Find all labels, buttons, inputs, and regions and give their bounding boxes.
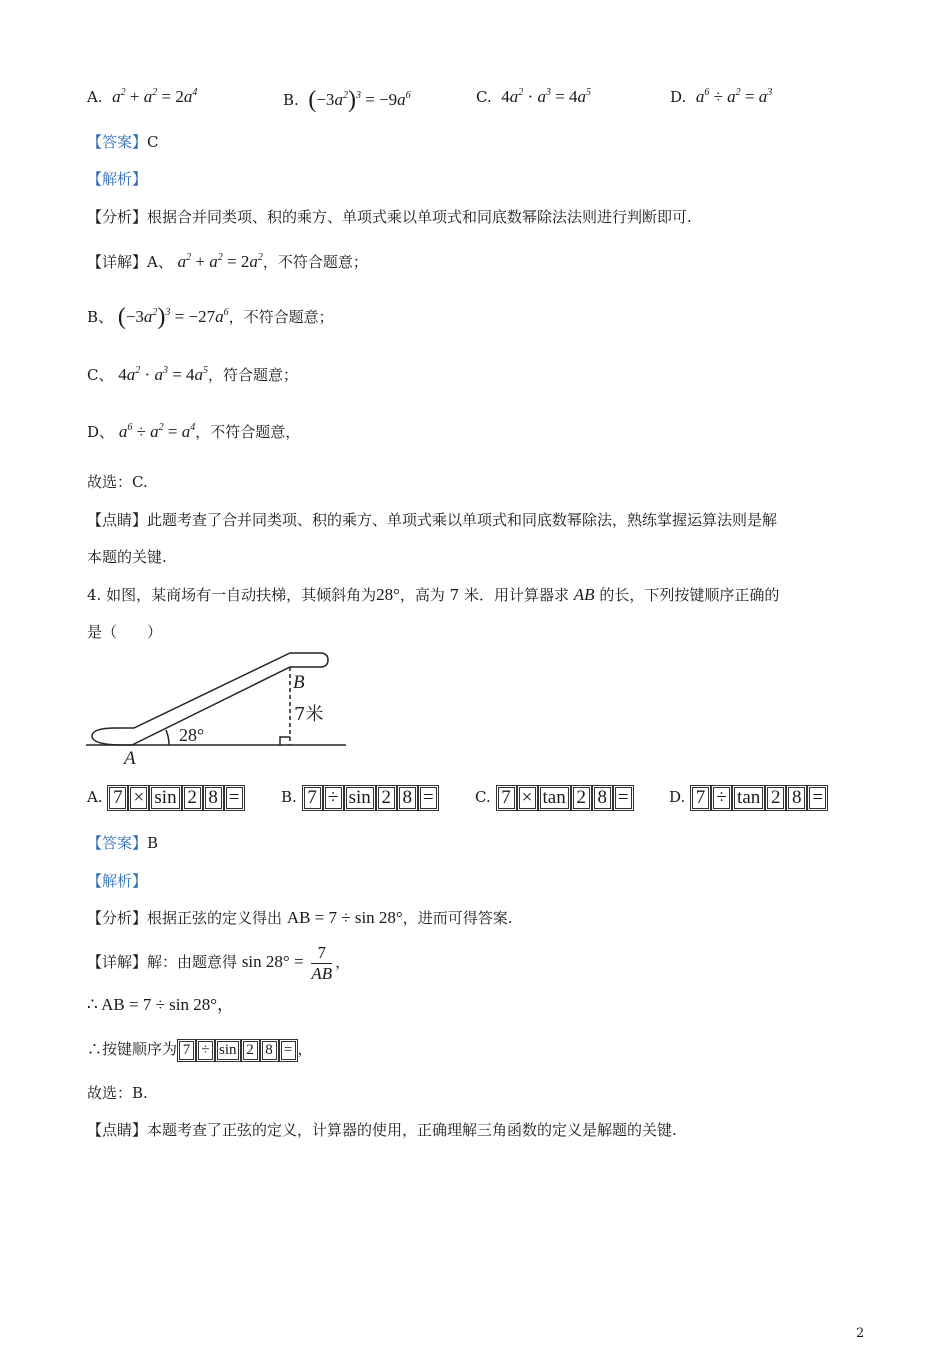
fenxi-tag: 【分析】 — [87, 208, 148, 226]
math-expression: $a^2 + a^2 = 2a^4$ — [112, 87, 198, 106]
fenxi-text: ，进而可得答案. — [402, 909, 513, 927]
comment-text: 此题考查了合并同类项、积的乘方、单项式乘以单项式和同底数幂除法，熟练掌握运算法则是解 — [147, 511, 778, 529]
key-tan: tan — [540, 787, 569, 809]
angle-arc — [166, 730, 169, 745]
key-2: 2 — [378, 787, 395, 809]
q3-detail-a — [87, 251, 368, 273]
key-2: 2 — [243, 1041, 258, 1060]
label-b: B — [293, 672, 305, 693]
key-divide: ÷ — [325, 787, 342, 809]
math-expression: $(-3a^2)^3 = -9a^6$ — [308, 87, 411, 113]
answer-tag: 【答案】 — [87, 133, 148, 151]
verdict: ，不符合题意， — [195, 423, 301, 441]
comment-tag: 【点睛】 — [87, 511, 148, 529]
key-8: 8 — [594, 787, 611, 809]
key-sin: sin — [151, 787, 179, 809]
escalator-figure — [84, 648, 354, 770]
detail-prefix: B、 — [87, 308, 114, 326]
q4-answer — [87, 832, 158, 854]
detail-tag: 【详解】 — [87, 253, 148, 271]
q4-option-a — [87, 787, 245, 809]
comment-text: 本题考查了正弦的定义，计算器的使用，正确理解三角函数的定义是解题的关键. — [147, 1121, 677, 1139]
q3-analysis-tag: 【解析】 — [87, 170, 148, 188]
key-7: 7 — [692, 787, 709, 809]
key-equals: = — [226, 787, 243, 809]
q3-detail-d — [87, 421, 300, 443]
stem-text: ，高为 7 米．用计算器求 — [399, 586, 569, 604]
punctuation: ， — [335, 953, 351, 971]
angle-value: 28° — [376, 585, 400, 604]
key-2: 2 — [767, 787, 784, 809]
detail-prefix: D、 — [87, 423, 115, 441]
key-divide: ÷ — [198, 1041, 213, 1060]
key-8: 8 — [262, 1041, 277, 1060]
q3-option-b — [283, 87, 411, 114]
key-8: 8 — [399, 787, 416, 809]
q3-answer — [87, 131, 159, 153]
verdict: ，符合题意； — [208, 366, 299, 384]
q4-stem-line1 — [87, 584, 779, 606]
q3-option-d — [670, 87, 772, 107]
right-angle-mark — [280, 737, 290, 745]
option-label: B. — [281, 788, 297, 806]
key-8: 8 — [788, 787, 805, 809]
fenxi-text: 根据正弦的定义得出 — [147, 909, 283, 927]
q4-option-c — [475, 787, 634, 809]
q4-fenxi — [87, 907, 513, 929]
key-sin: sin — [346, 787, 374, 809]
key-equals: = — [281, 1041, 296, 1060]
key-equals: = — [809, 787, 826, 809]
fraction-denominator: AB — [311, 963, 333, 983]
q3-option-a — [87, 87, 197, 107]
comment-tag: 【点睛】 — [87, 1121, 148, 1139]
q3-detail-b — [87, 306, 334, 328]
math-expression: $4a^2 \cdot a^3 = 4a^5$ — [501, 87, 592, 106]
math-expression: $a^2 + a^2 = 2a^2$ — [177, 252, 263, 271]
q4-option-d — [669, 787, 828, 809]
math-expression: AB = 7 ÷ sin 28° — [286, 908, 403, 927]
q3-fenxi — [87, 206, 692, 228]
key-7: 7 — [304, 787, 321, 809]
option-label: C. — [476, 88, 492, 106]
math-expression: $(-3a^2)^3 = -27a^6$ — [117, 304, 229, 330]
option-label: D. — [669, 788, 686, 806]
key-7: 7 — [109, 787, 126, 809]
label-a: A — [124, 748, 136, 769]
punctuation: ， — [297, 1040, 313, 1058]
detail-prefix: A、 — [147, 253, 173, 271]
key-8: 8 — [205, 787, 222, 809]
q3-detail-c — [87, 364, 298, 386]
q4-choose: 故选：B. — [87, 1084, 148, 1102]
option-label: A. — [87, 88, 103, 106]
stem-text: 的长，下列按键顺序正确的 — [599, 586, 780, 604]
key-7: 7 — [179, 1041, 194, 1060]
option-label: B. — [283, 91, 299, 109]
page-number: 2 — [856, 1326, 865, 1341]
key-times: × — [519, 787, 536, 809]
verdict: ，不符合题意； — [262, 253, 368, 271]
fenxi-text: 根据合并同类项、积的乘方、单项式乘以单项式和同底数幂除法法则进行判断即可. — [147, 208, 692, 226]
q3-comment-line2: 本题的关键. — [87, 548, 167, 566]
label-height: 7米 — [294, 704, 324, 725]
key-times: × — [130, 787, 147, 809]
math-expression: sin 28° = — [241, 952, 304, 971]
answer-value: C — [147, 133, 159, 151]
detail-text: ∴按键顺序为 — [87, 1040, 178, 1058]
answer-tag: 【答案】 — [87, 834, 148, 852]
fraction-numerator: 7 — [311, 943, 332, 964]
q4-therefore-1 — [87, 994, 234, 1016]
stem-text: 4. 如图，某商场有一自动扶梯，其倾斜角为 — [87, 586, 377, 604]
q4-analysis-tag: 【解析】 — [87, 872, 148, 890]
detail-tag: 【详解】 — [87, 953, 148, 971]
q4-detail — [87, 940, 350, 984]
q4-option-b — [281, 787, 439, 809]
q4-stem-line2: 是（ ） — [87, 623, 163, 641]
key-7: 7 — [498, 787, 515, 809]
option-label: A. — [87, 788, 103, 806]
key-divide: ÷ — [713, 787, 730, 809]
key-equals: = — [615, 787, 632, 809]
q4-comment — [87, 1119, 677, 1141]
q3-choose: 故选：C. — [87, 473, 148, 491]
detail-prefix: C、 — [87, 366, 114, 384]
key-2: 2 — [573, 787, 590, 809]
key-2: 2 — [184, 787, 201, 809]
option-label: C. — [475, 788, 491, 806]
label-angle: 28° — [179, 725, 205, 745]
q4-therefore-2 — [87, 1038, 313, 1060]
key-sin: sin — [219, 1041, 237, 1058]
key-equals: = — [420, 787, 437, 809]
q3-option-c — [476, 87, 591, 107]
answer-value: B — [147, 834, 159, 852]
math-expression: $a^6 \div a^2 = a^4$ — [118, 422, 196, 441]
detail-text: 解：由题意得 — [147, 953, 238, 971]
fraction — [311, 943, 332, 984]
fenxi-tag: 【分析】 — [87, 909, 148, 927]
segment-ab: AB — [573, 585, 595, 604]
math-expression: ∴ AB = 7 ÷ sin 28°， — [87, 995, 235, 1014]
math-expression: $4a^2 \cdot a^3 = 4a^5$ — [118, 365, 209, 384]
option-label: D. — [670, 88, 687, 106]
key-tan: tan — [734, 787, 763, 809]
math-expression: $a^6 \div a^2 = a^3$ — [695, 87, 773, 106]
verdict: ，不符合题意； — [228, 308, 334, 326]
escalator-outline — [92, 653, 328, 745]
q3-comment-line1 — [87, 509, 777, 531]
